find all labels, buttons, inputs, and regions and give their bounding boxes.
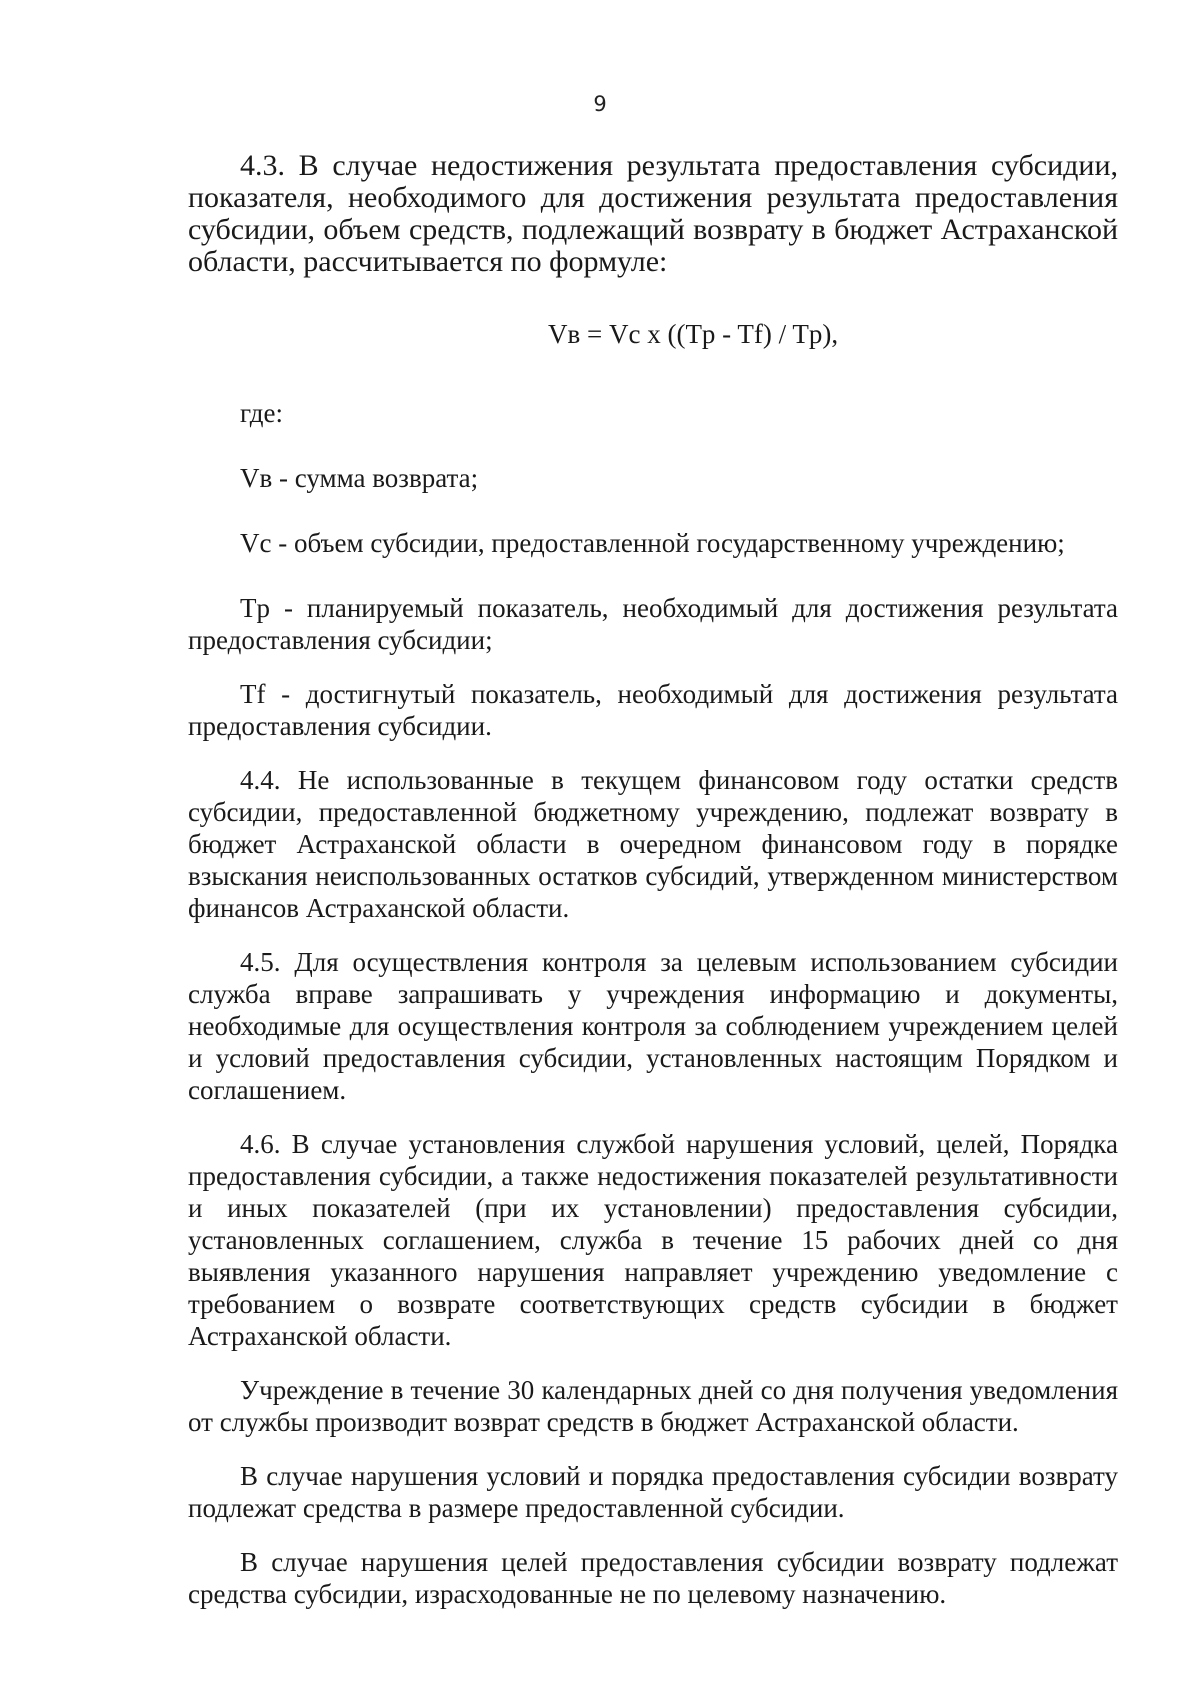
definition-vc: Vc - объем субсидии, предоставленной государственному учреждению;	[240, 528, 1065, 558]
paragraph-violation-conditions: В случае нарушения условий и порядка предоставления субсидии возврату подлежат средства в размере предоставленной субсидии.	[188, 1461, 1118, 1523]
paragraph-violation-goals: В случае нарушения целей предоставления субсидии возврату подлежат средства субсидии, израсходованные не по целевому назначению.	[188, 1547, 1118, 1609]
definition-vv: Vв - сумма возврата;	[240, 463, 479, 493]
paragraph-4-3: 4.3. В случае недостижения результата предоставления субсидии, показателя, необходимого для достижения результата предоставления субсидии, объем средств, подлежащий возврату в бюджет Астраханской области, рассчитывается по формуле:	[188, 149, 1118, 278]
definition-tp: Tp - планируемый показатель, необходимый для достижения результата предоставления субсидии;	[188, 593, 1118, 655]
paragraph-4-6: 4.6. В случае установления службой нарушения условий, целей, Порядка предоставления субсидии, а также недостижения показателей результативности и иных показателей (при их установлении) предоставления субсидии, установленных соглашением, служба в течение 15 рабочих дней со дня выявления указанного нарушения направляет учреждению уведомление с требованием о возврате соответствующих средств субсидии в бюджет Астраханской области.	[188, 1129, 1118, 1351]
page-number: 9	[593, 92, 607, 116]
paragraph-4-5: 4.5. Для осуществления контроля за целевым использованием субсидии служба вправе запрашивать у учреждения информацию и документы, необходимые для осуществления контроля за соблюдением учреждением целей и условий предоставления субсидии, установленных настоящим Порядком и соглашением.	[188, 947, 1118, 1105]
paragraph-4-4: 4.4. Не использованные в текущем финансовом году остатки средств субсидии, предоставленной бюджетному учреждению, подлежат возврату в бюджет Астраханской области в очередном финансовом году в порядке взыскания неиспользованных остатков субсидий, утвержденном министерством финансов Астраханской области.	[188, 765, 1118, 923]
where-label: где:	[240, 398, 283, 428]
document-body	[188, 150, 1118, 1610]
definition-tf: Tf - достигнутый показатель, необходимый для достижения результата предоставления субсидии.	[188, 679, 1118, 741]
paragraph-refund-30-days: Учреждение в течение 30 календарных дней со дня получения уведомления от службы производит возврат средств в бюджет Астраханской области.	[188, 1375, 1118, 1437]
refund-formula: Vв = Vc x ((Tp - Tf) / Tp),	[548, 319, 839, 349]
